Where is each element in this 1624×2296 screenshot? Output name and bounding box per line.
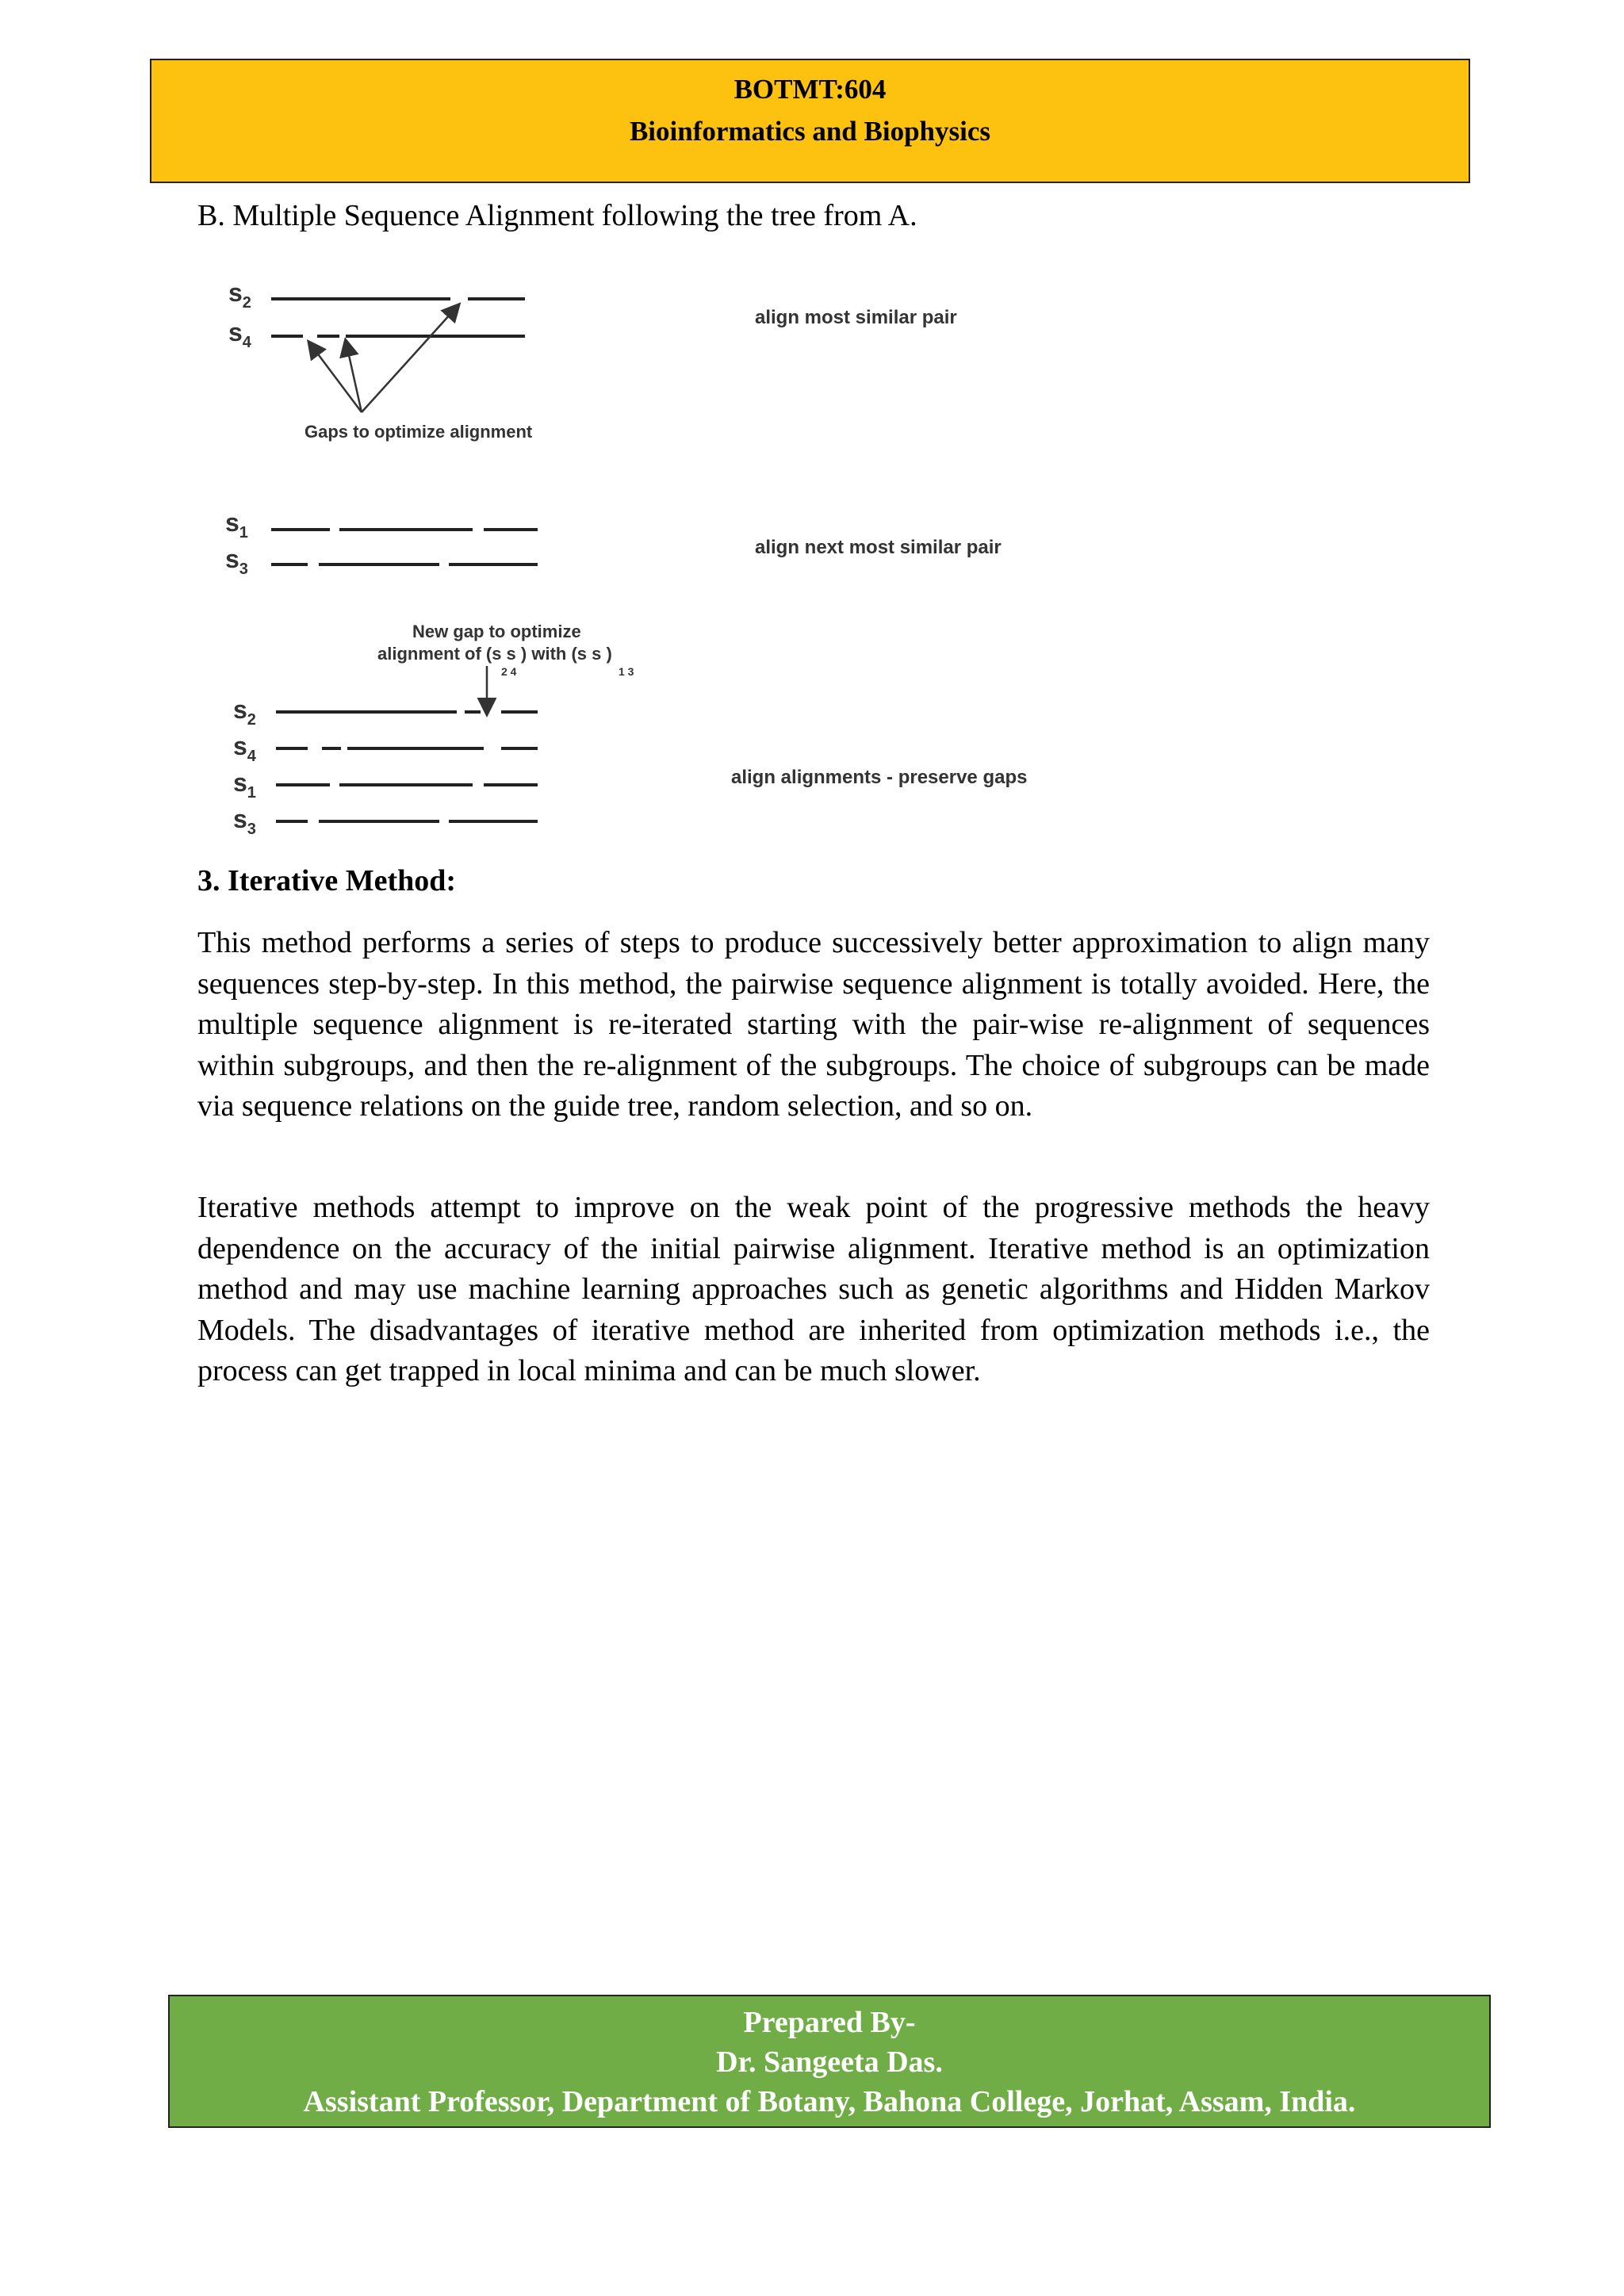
step1-group	[228, 278, 957, 442]
intro-line: B. Multiple Sequence Alignment following the tree from A.	[197, 199, 917, 232]
step1-arrows	[309, 305, 458, 412]
step2-caption: align next most similar pair	[755, 537, 1002, 558]
step3-annotation-line2: alignment of (s s ) with (s s )	[377, 644, 612, 664]
step1-label-b: $s_4$	[228, 318, 251, 351]
step3-label-2: $s_1$	[233, 768, 256, 802]
course-code: BOTMT:604	[733, 74, 887, 105]
step3-label-1: $s_4$	[233, 732, 256, 765]
step1-caption: align most similar pair	[755, 307, 957, 328]
msa-diagram	[206, 262, 1142, 848]
header-banner	[150, 59, 1470, 183]
step3-label-3: $s_3$	[233, 805, 256, 838]
paragraph-1: This method performs a series of steps to produce successively better approximation to align many sequences step-by-step. In this method, the pairwise sequence alignment is totally avoided. Here, the multiple sequence alignment is re-iterated starting with the pair-wise re-alignment of sequences within subgroups, and then the re-alignment of the subgroups. The choice of subgroups can be made via sequence relations on the guide tree, random selection, and so on.	[197, 926, 1430, 1123]
step2-seq-lines	[271, 530, 538, 564]
step3-caption: align alignments - preserve gaps	[731, 767, 1028, 788]
step1-label-a: $s_2$	[228, 278, 251, 312]
step1-seq-lines	[271, 299, 525, 336]
paragraph-2: Iterative methods attempt to improve on the weak point of the progressive methods the heavy dependence on the accuracy of the initial pairwise alignment. Iterative method is an optimization method and may use machine learning approaches such as genetic algorithms and Hidden Markov Models. The disadvantages of iterative method are inherited from optimization methods i.e., the process can get trapped in local minima and can be much slower.	[197, 1191, 1430, 1387]
footer-banner	[168, 1995, 1491, 2128]
step2-group	[225, 508, 1002, 578]
step3-group	[233, 622, 1027, 838]
step3-seq-lines	[276, 712, 538, 821]
step3-annotation-line1: New gap to optimize	[412, 622, 581, 641]
footer-prepared-by: Prepared By-	[743, 2006, 916, 2039]
step3-annotation-subs-right: 1 3	[619, 665, 634, 678]
step3-label-0: $s_2$	[233, 695, 256, 729]
course-title: Bioinformatics and Biophysics	[629, 116, 991, 147]
section-title: 3. Iterative Method:	[197, 864, 457, 897]
step1-annotation: Gaps to optimize alignment	[304, 422, 533, 442]
step2-label-a: $s_1$	[225, 508, 248, 541]
step3-annotation-subs-left: 2 4	[501, 665, 517, 678]
footer-author: Dr. Sangeeta Das.	[716, 2045, 943, 2079]
footer-affiliation: Assistant Professor, Department of Botany, Bahona College, Jorhat, Assam, India.	[303, 2085, 1356, 2118]
step2-label-b: $s_3$	[225, 545, 248, 578]
